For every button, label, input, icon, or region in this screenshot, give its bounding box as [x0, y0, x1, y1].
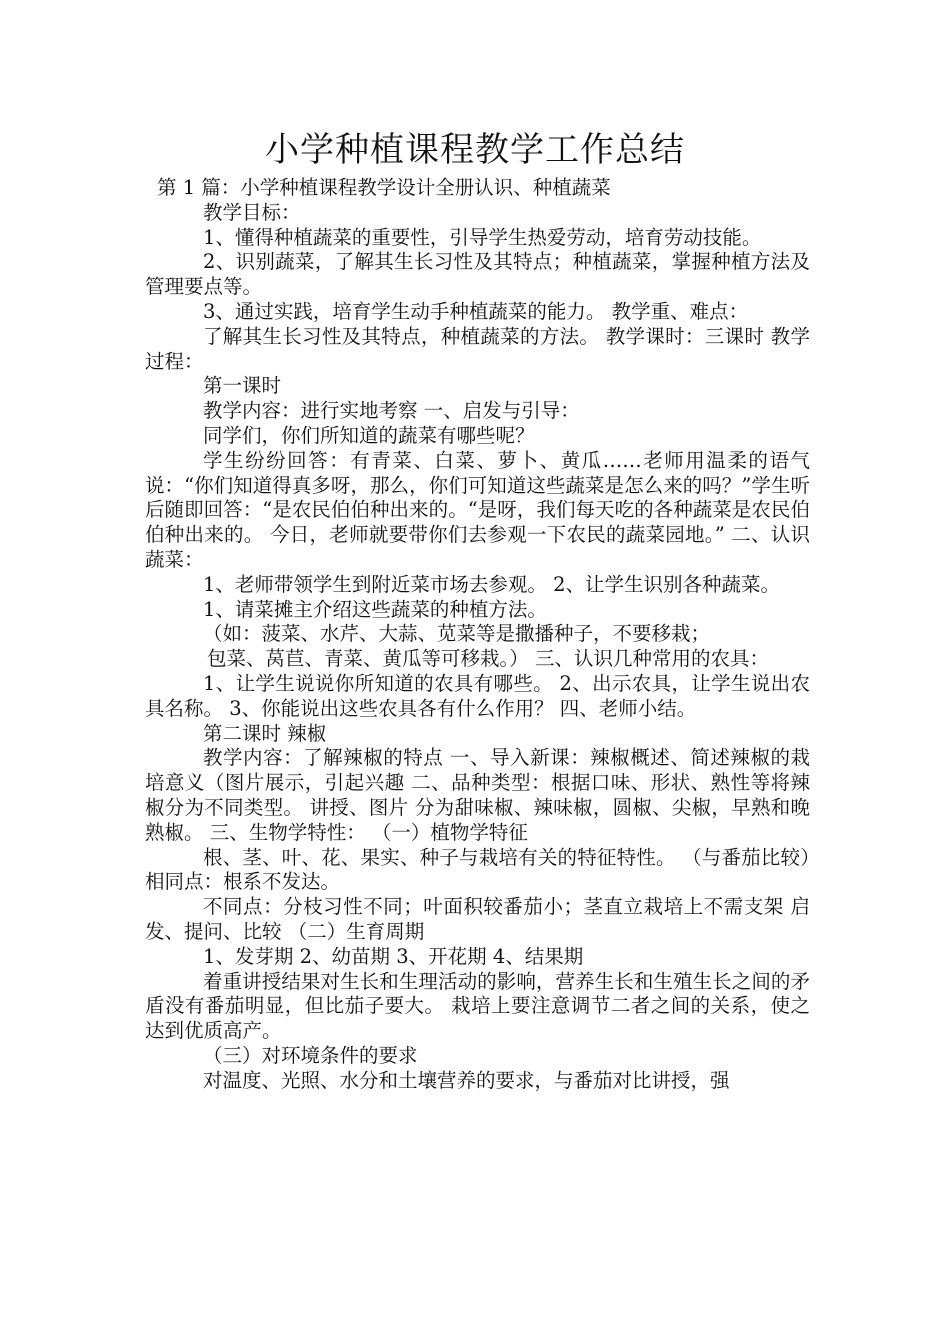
paragraph: 3、通过实践，培育学生动手种植蔬菜的能力。 教学重、难点： — [203, 299, 749, 323]
paragraph: （如：菠菜、水芹、大蒜、苋菜等是撒播种子，不要移栽； — [203, 622, 711, 646]
paragraph: 1、请菜摊主介绍这些蔬菜的种植方法。 — [203, 597, 547, 621]
paragraph: 着重讲授结果对生长和生理活动的影响，营养生长和生殖生长之间的矛盾没有番茄明显，但比茄子要大。 栽培上要注意调节二者之间的关系，使之达到优质高产。 — [145, 969, 810, 1043]
paragraph: 1、让学生说说你所知道的农具有哪些。 2、出示农具，让学生说出农具名称。 3、你能说出这些农具各有什么作用？ 四、老师小结。 — [145, 671, 810, 720]
paragraph: 根、茎、叶、花、果实、种子与栽培有关的特征特性。 （与番茄比较）相同点：根系不发达。 — [145, 845, 810, 894]
paragraph: 包菜、莴苣、青菜、黄瓜等可移栽。） 三、认识几种常用的农具： — [207, 647, 769, 671]
paragraph: 2、识别蔬菜，了解其生长习性及其特点；种植蔬菜，掌握种植方法及管理要点等。 — [145, 250, 810, 299]
paragraph: 第一课时 — [203, 374, 282, 398]
chapter-heading: 第 1 篇：小学种植课程教学设计全册认识、种植蔬菜 — [157, 176, 611, 199]
paragraph: 不同点：分枝习性不同；叶面积较番茄小；茎直立栽培上不需支架 启发、提问、比较 （二）生育周期 — [145, 895, 810, 943]
paragraph: （三）对环境条件的要求 — [203, 1043, 418, 1067]
document-title: 小学种植课程教学工作总结 — [265, 130, 685, 170]
paragraph: 教学目标： — [203, 200, 301, 224]
paragraph: 教学内容：进行实地考察 一、启发与引导： — [203, 399, 580, 423]
paragraph: 1、懂得种植蔬菜的重要性，引导学生热爱劳动，培育劳动技能。 — [203, 225, 762, 249]
paragraph: 对温度、光照、水分和土壤营养的要求，与番茄对比讲授，强 — [203, 1068, 730, 1092]
document-body — [145, 176, 810, 1093]
paragraph: 1、老师带领学生到附近菜市场去参观。 2、让学生识别各种蔬菜。 — [203, 572, 781, 596]
paragraph: 同学们，你们所知道的蔬菜有哪些呢？ — [203, 423, 535, 447]
paragraph: 1、发芽期 2、幼苗期 3、开花期 4、结果期 — [203, 944, 584, 968]
paragraph: 第二课时 辣椒 — [203, 721, 327, 745]
paragraph: 学生纷纷回答：有青菜、白菜、萝卜、黄瓜……老师用温柔的语气说：“你们知道得真多呀，那么，你们可知道这些蔬菜是怎么来的吗？”学生听后随即回答：“是农民伯伯种出来的。“是呀，我们每天吃的各种蔬菜是农民伯伯种出来的。 今日，老师就要带你们去参观一下农民的蔬菜园地。” 二、认识蔬菜： — [145, 448, 810, 571]
paragraph: 教学内容：了解辣椒的特点 一、导入新课：辣椒概述、简述辣椒的栽培意义（图片展示，引起兴趣 二、品种类型：根据口味、形状、熟性等将辣椒分为不同类型。 讲授、图片 分为甜味椒、辣味椒，圆椒、尖椒，早熟和晚熟椒。 三、生物学特性： （一）植物学特征 — [145, 746, 810, 844]
paragraph: 了解其生长习性及其特点，种植蔬菜的方法。 教学课时：三课时 教学过程： — [145, 324, 810, 373]
